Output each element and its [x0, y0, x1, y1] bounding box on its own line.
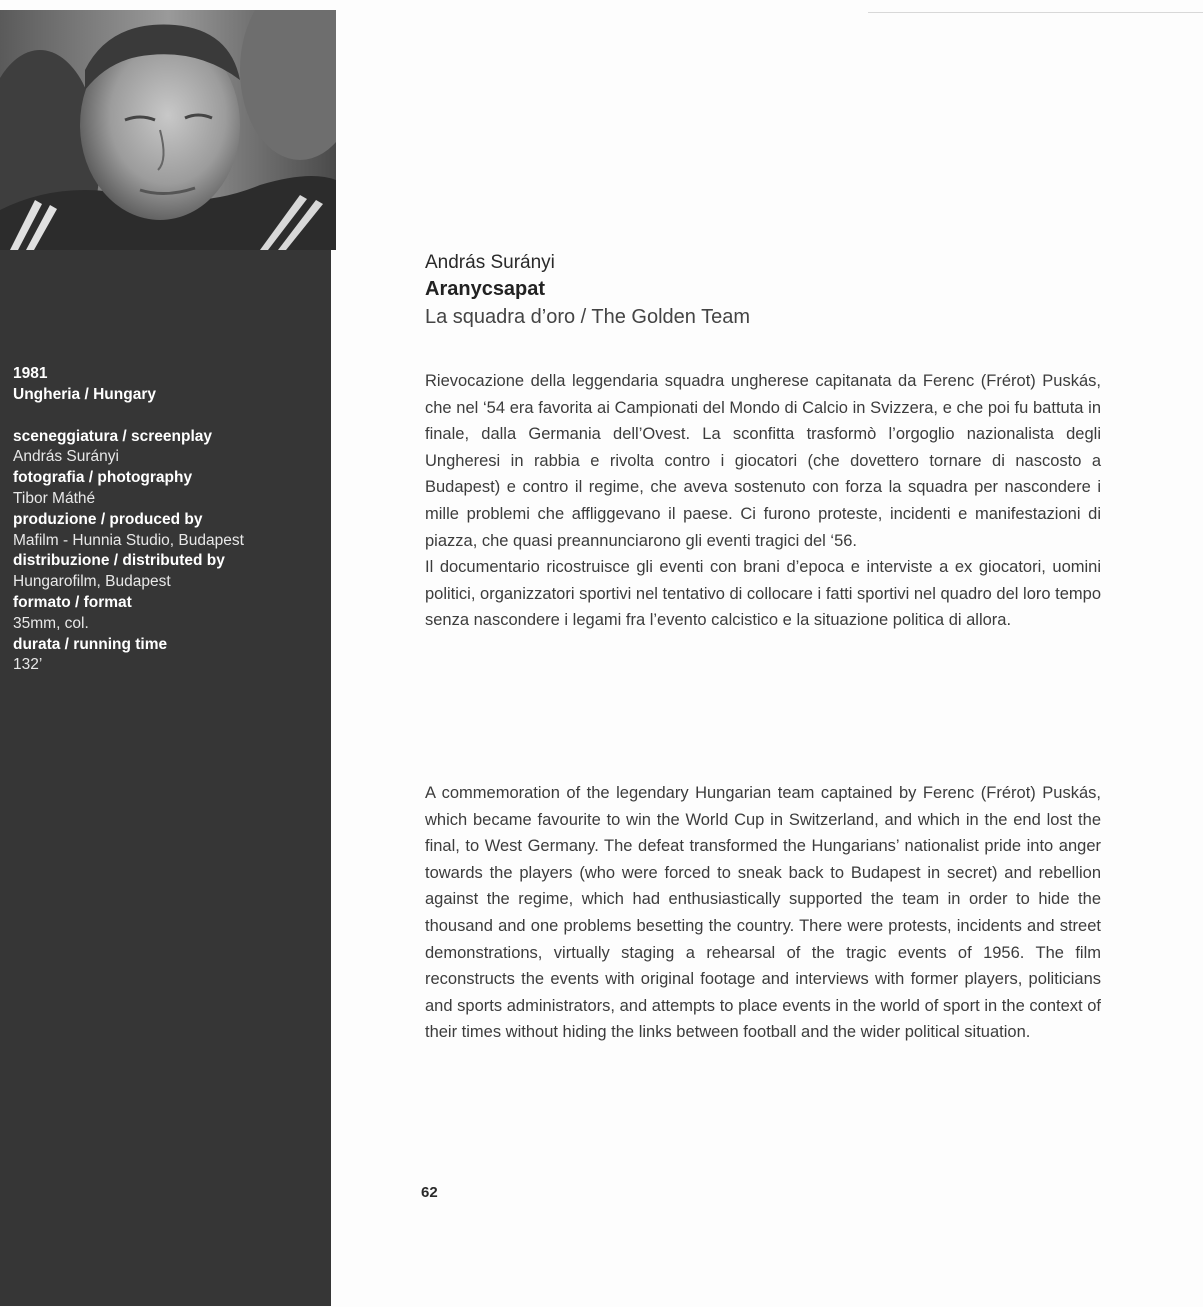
- production-value: Mafilm - Hunnia Studio, Budapest: [13, 531, 244, 549]
- running-time-value: 132’: [13, 656, 43, 674]
- film-translated-title: La squadra d’oro / The Golden Team: [425, 306, 751, 328]
- photography-label: fotografia / photography: [13, 469, 193, 487]
- synopsis-italian-p1: Rievocazione della leggendaria squadra ungherese capitanata da Ferenc (Frérot) Puskás, che nel ‘54 era favorita ai Campionati del Mondo di Calcio in Svizzera, e che poi fu battuta in finale, dalla Germania dell’Ovest. La sconfitta trasformò l’orgoglio nazionalista degli Ungheresi in rabbia e rivolta contro i giocatori (che dovettero tornare di nascosto a Budapest) e contro il regime, che aveva sostenuto con forza la squadra per nascondere i mille problemi che affliggevano il paese. Ci furono proteste, incidenti e manifestazioni di piazza, che quasi preannunciarono gli eventi tragici del ‘56.: [425, 372, 1101, 550]
- portrait-image: [0, 10, 336, 250]
- director-name: András Surányi: [425, 252, 555, 273]
- running-time-label: durata / running time: [13, 635, 168, 653]
- synopsis-english: A commemoration of the legendary Hungarian team captained by Ferenc (Frérot) Puskás, which became favourite to win the World Cup in Switzerland, and which in the end lost the final, to West Germany. The defeat transformed the Hungarians’ nationalist pride into anger towards the players (who were forced to sneak back to Budapest in secret) and rebellion against the regime, which had enthusiastically supported the team in order to hide the thousand and one problems besetting the country. There were protests, incidents and street demonstrations, virtually staging a rehearsal of the tragic events of 1956. The film reconstructs the events with original footage and interviews with former players, politicians and sports administrators, and attempts to place events in the world of sport in the context of their times without hiding the links between football and the wider political situation.: [425, 784, 1101, 1042]
- top-divider: [868, 12, 1203, 13]
- synopsis-italian-p2: Il documentario ricostruisce gli eventi con brani d’epoca e interviste a ex giocatori, uomini politici, organizzatori sportivi nel tentativo di collocare i fatti sportivi nel quadro del loro tempo senza nascondere i legami fra l’evento calcistico e la situazione politica di allora.: [425, 558, 1101, 630]
- page-number: 62: [421, 1184, 438, 1201]
- film-original-title: Aranycsapat: [425, 278, 546, 300]
- distribution-label: distribuzione / distributed by: [13, 552, 225, 570]
- format-value: 35mm, col.: [13, 614, 89, 632]
- portrait-photo: [0, 10, 336, 250]
- screenplay-value: András Surányi: [13, 448, 119, 466]
- screenplay-label: sceneggiatura / screenplay: [13, 427, 213, 445]
- synopsis-italian: [425, 368, 1101, 634]
- credits-block: [13, 364, 323, 676]
- production-label: produzione / produced by: [13, 510, 203, 528]
- credits-country: Ungheria / Hungary: [13, 385, 156, 403]
- photography-value: Tibor Máthé: [13, 489, 96, 507]
- distribution-value: Hungarofilm, Budapest: [13, 573, 171, 591]
- format-label: formato / format: [13, 593, 132, 611]
- credits-year: 1981: [13, 365, 48, 382]
